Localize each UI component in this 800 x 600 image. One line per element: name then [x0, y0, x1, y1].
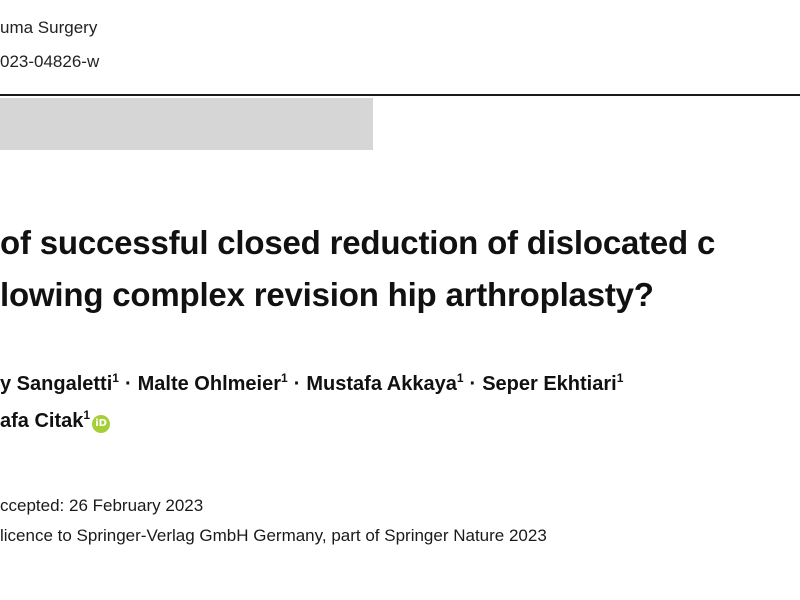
author-name[interactable]: Seper Ekhtiari — [482, 373, 617, 395]
article-type-band — [0, 98, 373, 150]
accepted-date: ccepted: 26 February 2023 — [0, 496, 204, 515]
copyright-licence: licence to Springer-Verlag GmbH Germany, part of Springer Nature 2023 — [0, 526, 547, 545]
author-separator: · — [469, 373, 477, 395]
affiliation-marker: 1 — [83, 408, 91, 422]
affiliation-marker: 1 — [281, 371, 288, 385]
doi-text[interactable]: 023-04826-w — [0, 52, 100, 71]
author-name[interactable]: afa Citak — [0, 410, 84, 432]
affiliation-marker: 1 — [616, 371, 624, 385]
article-title-line-2: lowing complex revision hip arthroplasty? — [0, 276, 654, 313]
author-list-line-1 — [0, 371, 623, 396]
author-name[interactable]: y Sangaletti — [0, 373, 113, 395]
author-list-line-2 — [0, 408, 110, 433]
author-name[interactable]: Mustafa Akkaya — [306, 373, 457, 395]
orcid-icon[interactable]: iD — [92, 415, 110, 433]
article-title-line-1: of successful closed reduction of dislocated c — [0, 224, 716, 261]
author-name[interactable]: Malte Ohlmeier — [137, 373, 282, 395]
header-divider — [0, 94, 800, 96]
affiliation-marker: 1 — [112, 371, 119, 385]
affiliation-marker: 1 — [456, 371, 464, 385]
author-separator: · — [124, 373, 132, 395]
author-separator: · — [293, 373, 301, 395]
journal-name: uma Surgery — [0, 18, 98, 37]
